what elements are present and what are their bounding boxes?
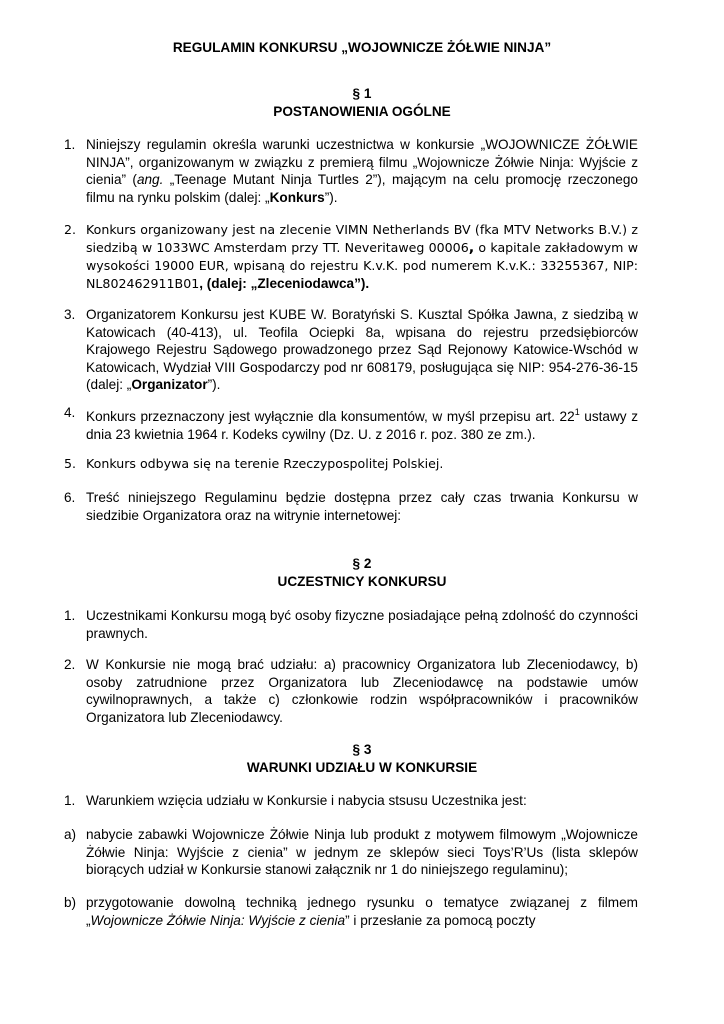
text: „Teenage Mutant Ninja Turtles 2”), mającym na celu promocję rzeczonego filmu na rynku polskim (dalej: „	[86, 172, 638, 205]
text: Konkurs organizowany jest na zlecenie VIMN Netherlands BV (fka MTV Networks B.V.) z siedzibą w 1033WC Amsterdam przy TT. Neveritaweg 00006	[86, 222, 638, 255]
text: nabycie zabawki Wojownicze Żółwie Ninja lub produkt z motywem filmowym „Wojownicze Żółwie Ninja: Wyjście z cienia” w jednym ze sklepów sieci Toys’R’Us (lista sklepów biorących udział w Konkursie stanowi załącznik nr 1 do niniejszego regulaminu);	[86, 827, 638, 877]
text: ustawy z dnia 23 kwietnia 1964 r. Kodeks cywilny (Dz. U. z 2016 r. poz. 380 ze zm.).	[86, 409, 638, 442]
section-2-number: § 2	[352, 556, 372, 571]
text: Treść niniejszego Regulaminu będzie dostępna przez cały czas trwania Konkursu w siedzibie Organizatora oraz na witrynie internetowej:	[86, 490, 638, 523]
item-number: 5.	[64, 456, 77, 471]
s1-item-5	[64, 455, 638, 473]
text: przygotowanie dowolną techniką jednego rysunku o tematyce związanej z filmem „	[86, 895, 638, 928]
s3-item-1	[64, 792, 638, 810]
s1-item-1	[64, 136, 638, 206]
s1-item-4	[64, 404, 638, 443]
text: o kapitale zakładowym w wysokości 19000 EUR, wpisaną do rejestru K.v.K. pod numerem K.v.K.: 33255367, NIP: NL802462911B01	[86, 239, 638, 291]
s3-item-a	[64, 826, 638, 879]
section-3-number: § 3	[352, 742, 372, 757]
section-3-heading: WARUNKI UDZIAŁU W KONKURSIE	[246, 759, 478, 775]
item-letter: b)	[64, 895, 77, 910]
s2-item-1	[64, 607, 638, 642]
italic-text: ang.	[136, 172, 164, 187]
s1-item-6	[64, 489, 638, 524]
section-2-header	[0, 555, 724, 590]
superscript: 1	[574, 407, 580, 417]
section-1-heading: POSTANOWIENIA OGÓLNE	[273, 103, 451, 119]
text: Organizatorem Konkursu jest KUBE W. Boratyński S. Kusztal Spółka Jawna, z siedzibą w Katowicach (40-413), ul. Teofila Ociepki 8a, wpisana do rejestru przedsiębiorców Krajowego Rejestru Sądowego prowadzonego przez Sąd Rejonowy Katowice-Wschód w Katowicach, Wydział VIII Gospodarczy pod nr 608179, posługująca się NIP: 954-276-36-15 (dalej: „	[86, 307, 638, 392]
item-number: 4.	[64, 405, 76, 420]
text: Warunkiem wzięcia udziału w Konkursie i nabycia stsusu Uczestnika jest:	[86, 793, 527, 808]
italic-title: Wojownicze Żółwie Ninja: Wyjście z cienia	[90, 912, 346, 928]
s1-item-2	[64, 221, 638, 292]
text: Uczestnikami Konkursu mogą być osoby fizyczne posiadające pełną zdolność do czynności prawnych.	[86, 608, 638, 641]
text: ” i przesłanie za pomocą poczty	[345, 912, 536, 928]
bold-term: Organizator	[131, 377, 208, 392]
bold-comma: ,	[468, 239, 475, 256]
text: ”).	[324, 189, 338, 205]
section-1-number: § 1	[352, 86, 372, 101]
section-2-heading: UCZESTNICY KONKURSU	[277, 573, 447, 589]
bold-term: , (dalej: „Zleceniodawca”).	[199, 275, 370, 291]
item-number: 2.	[64, 657, 76, 672]
section-3-header	[0, 741, 724, 776]
bold-term: Konkurs	[269, 189, 325, 205]
text: Konkurs przeznaczony jest wyłącznie dla konsumentów, w myśl przepisu art. 22	[86, 409, 575, 424]
s1-item-3	[64, 306, 638, 394]
text: Niniejszy regulamin określa warunki uczestnictwa w konkursie „WOJOWNICZE ŻÓŁWIE NINJA”, organizowanym w związku z premierą filmu „Wojownicze Żółwie Ninja: Wyjście z cienia” (	[86, 137, 638, 187]
section-1-header	[0, 85, 724, 120]
item-number: 1.	[64, 793, 76, 808]
item-number: 1.	[64, 137, 76, 152]
text: ”).	[207, 377, 221, 392]
text: Konkurs odbywa się na terenie Rzeczypospolitej Polskiej.	[86, 456, 444, 471]
item-number: 3.	[64, 307, 76, 322]
item-number: 1.	[64, 608, 76, 623]
text: W Konkursie nie mogą brać udziału: a) pracownicy Organizatora lub Zleceniodawcy, b) osoby zatrudnione przez Organizatora lub Zleceniodawcę na podstawie umów cywilnoprawnych, a także c) członkowie rodzin współpracowników i pracowników Organizatora lub Zleceniodawcy.	[86, 657, 638, 725]
s2-item-2	[64, 656, 638, 726]
item-number: 2.	[64, 222, 77, 237]
document-title: REGULAMIN KONKURSU „WOJOWNICZE ŻÓŁWIE NINJA”	[172, 40, 552, 55]
s3-item-b	[64, 894, 638, 929]
item-letter: a)	[64, 827, 77, 842]
item-number: 6.	[64, 490, 76, 505]
